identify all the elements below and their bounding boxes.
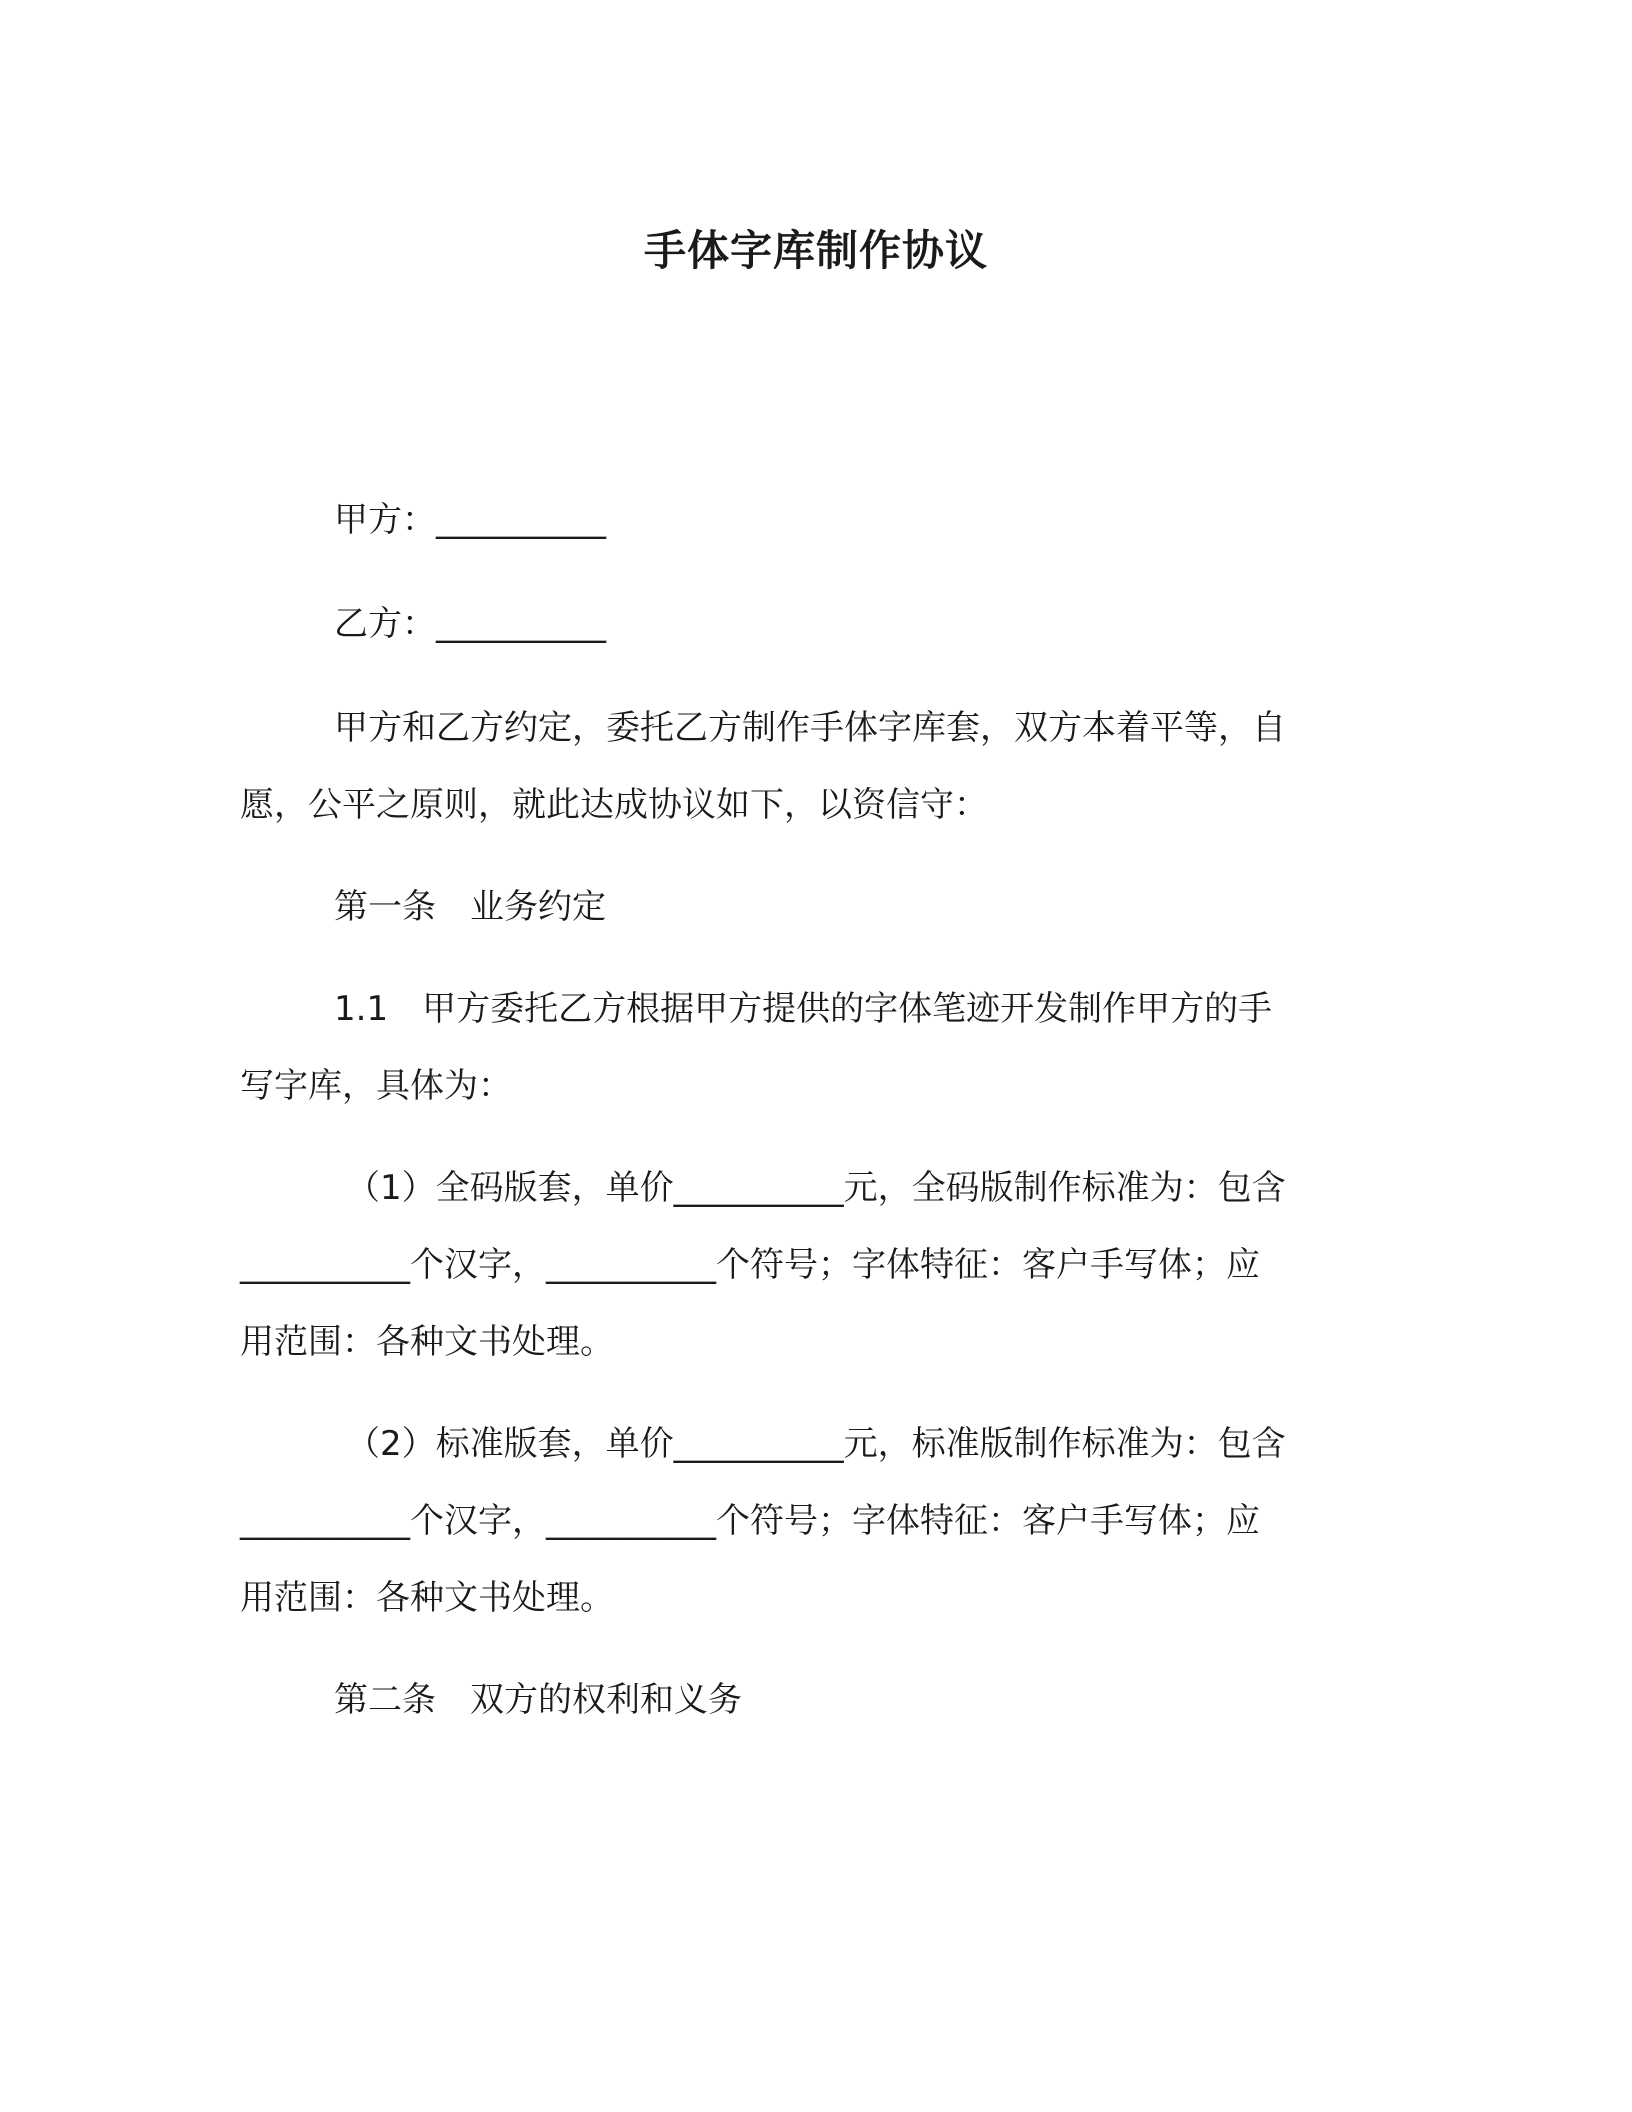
item-1-line-2: __________个汉字，__________个符号；字体特征：客户手写体；应 bbox=[240, 1245, 1260, 1285]
preamble-line-2: 愿，公平之原则，就此达成协议如下，以资信守： bbox=[240, 785, 988, 825]
clause-1-1-line-1: 1.1 甲方委托乙方根据甲方提供的字体笔迹开发制作甲方的手 bbox=[334, 989, 1273, 1029]
party-b-line: 乙方：__________ bbox=[334, 604, 606, 644]
document-title: 手体字库制作协议 bbox=[643, 226, 988, 275]
clause-1-1-line-2: 写字库，具体为： bbox=[240, 1066, 512, 1106]
preamble-line-1: 甲方和乙方约定，委托乙方制作手体字库套，双方本着平等，自 bbox=[334, 708, 1286, 748]
item-2-line-3: 用范围：各种文书处理。 bbox=[240, 1578, 614, 1618]
article-1-heading: 第一条 业务约定 bbox=[334, 887, 606, 927]
item-1-line-3: 用范围：各种文书处理。 bbox=[240, 1322, 614, 1362]
item-1-line-1: （1）全码版套，单价__________元，全码版制作标准为：包含 bbox=[346, 1168, 1286, 1208]
item-2-line-1: （2）标准版套，单价__________元，标准版制作标准为：包含 bbox=[346, 1424, 1286, 1464]
article-2-heading: 第二条 双方的权利和义务 bbox=[334, 1680, 742, 1720]
party-a-line: 甲方：__________ bbox=[334, 500, 606, 540]
item-2-line-2: __________个汉字，__________个符号；字体特征：客户手写体；应 bbox=[240, 1501, 1260, 1541]
